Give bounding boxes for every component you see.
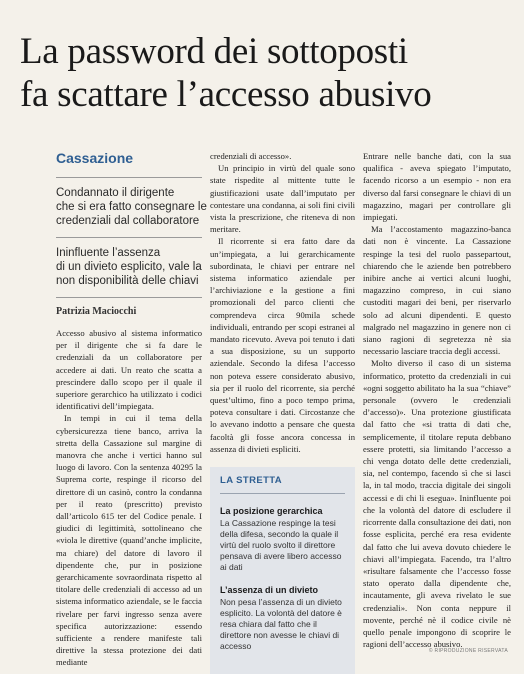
standfirst-1-line: credenziali dal collaboratore <box>56 215 200 227</box>
standfirst-2 <box>56 246 202 298</box>
standfirst-1 <box>56 186 207 238</box>
paragraph: Ma l’accostamento magazzino-banca dati non è vincente. La Cassazione respinge la tesi del ruolo passepartout, chiarendo che le aziende ben potrebbero inibire anche ai vertici alcuni luoghi, magazzino compreso, in cui siano custoditi magari dei beni, per riservarlo solo ad alcuni dipendenti. E questo malgrado nel magazzino in genere non ci siano ragioni di segretezza nè sia necessario lasciare traccia degli accessi. <box>363 224 511 357</box>
column-3 <box>363 150 511 650</box>
paragraph: Accesso abusivo al sistema informatico per il dirigente che si fa dare le credenziali da un collaboratore per accedere ai dati. Un reato che scatta a prescindere dallo scopo per il quale il superiore gerarchico ha utilizzato i codici identificativi dell’impiegata. <box>56 328 202 412</box>
standfirst-2-line: Ininfluente l’assenza <box>56 247 161 259</box>
sidebar-box-text: La Cassazione respinge la tesi della difesa, secondo la quale il virtù del ruolo svolto il direttore pensava di avere libero accesso ai dati <box>220 518 342 573</box>
paragraph: Molto diverso il caso di un sistema informatico, protetto da credenziali in cui «ogni soggetto abilitato ha la sua “chiave” personale (ovvero le credenziali d’accesso)». Una protezione giustificata dal fatto che «si tratta di dati che, semplicemente, il titolare reputa debbano essere protetti, sia limitando l’accesso a chi venga dotato delle dette credenziali, sia, nel contempo, facendo sì che si lasci la, in tal modo, traccia digitale dei singoli accessi e di chi li esegua». Ininfluente poi che la volontà del datore di escludere il ricorrente dalla consultazione dei dati, non fosse esplicita, perché era resa evidente dal fatto che lui aveva dovuto chiedere le chiavi all’impiegata. Facendo, tra l’altro «risultare falsamente che l’accesso fosse stato operato dalla dipendente che, incautamente, gli aveva rivelato le sue credenziali». Non conta neppure il movente, perché nè il codice civile nè quello penale impongono di scoprire le ragioni dell’accesso abusivo. <box>363 358 511 650</box>
sidebar-box <box>210 467 355 674</box>
standfirst-2-line: di un divieto esplicito, vale la <box>56 261 202 273</box>
column-1 <box>56 150 207 669</box>
sidebar-box-title: LA STRETTA <box>220 475 345 494</box>
column-2-body <box>210 150 355 455</box>
headline <box>20 30 510 116</box>
byline: Patrizia Maciocchi <box>56 306 137 317</box>
column-3-body <box>363 150 511 650</box>
sidebar-box-heading: La posizione gerarchica <box>220 506 323 517</box>
sidebar-box-text: Non pesa l’assenza di un divieto esplicito. La volontà del datore è resa chiara dal fatto che il direttore non avesse le chiavi di accesso <box>220 597 342 652</box>
standfirst-2-line: non disponibilità delle chiavi <box>56 275 199 287</box>
headline-line-1: La password dei sottoposti <box>20 31 408 72</box>
standfirst-1-line: che si era fatto consegnare le <box>56 201 207 213</box>
copyright-notice: © RIPRODUZIONE RISERVATA <box>428 648 508 654</box>
headline-line-2: fa scattare l’accesso abusivo <box>20 74 432 115</box>
paragraph: Un principio in virtù del quale sono state rispedite al mittente tutte le giustificazioni usate dall’imputato per contestare una condanna, ai soli fini civili vista la prescrizione, che riteneva di non meritare. <box>210 163 355 235</box>
column-1-body <box>56 327 202 669</box>
paragraph: credenziali di accesso». <box>210 151 292 161</box>
paragraph: Il ricorrente si era fatto dare da un’impiegata, a lui gerarchicamente subordinata, le chiavi per entrare nel sistema informatico aziendale per l’archiviazione e la gestione a fini promozionali del parco clienti che comprendeva circa 90mila schede individuali, entrando per scopi estranei al mandato ricevuto. Aveva poi tenuto i dati a sua disposizione, su un supporto aziendale. Secondo la difesa l’accesso non poteva essere considerato abusivo, sia per il ruolo del ricorrente, sia perché quest’ultimo, fino a poco tempo prima, poteva consultare i dati. Circostanze che lo avevano indotto a pensare che questa facoltà gli fosse ancora concessa in assenza di divieti espliciti. <box>210 236 355 454</box>
sidebar-box-heading: L’assenza di un divieto <box>220 585 319 596</box>
column-2 <box>210 150 355 674</box>
paragraph: In tempi in cui il tema della cybersicurezza tiene banco, arriva la stretta della Cassazione sul margine di manovra che anche i vertici hanno sul luogo di lavoro. Con la sentenza 40295 la Suprema corte, respinge il ricorso del direttore di un casinò, contro la condanna per il reato (prescritto) previsto dall’articolo 615 ter del Codice penale. I giudici di legittimità, sottolineano che «viola le direttive (quand’anche implicite, ma chiare) del datore di lavoro il dipendente che, pur in posizione gerarchicamente sovraordinata rispetto al titolare delle credenziali di accesso ad un sistema informatico aziendale, se le faccia rivelare per farvi ingresso senza avere specifica autorizzazione: essendo sufficiente a rendere manifeste tali direttive la stessa protezione dei dati mediante <box>56 413 202 668</box>
paragraph: Entrare nelle banche dati, con la sua qualifica - aveva spiegato l’imputato, facendo ricorso a un esempio - non era diverso dal farsi consegnare le chiavi di un magazzino, magari per controllare gli impiegati. <box>363 151 511 223</box>
section-tag: Cassazione <box>56 150 202 178</box>
standfirst-1-line: Condannato il dirigente <box>56 187 175 199</box>
